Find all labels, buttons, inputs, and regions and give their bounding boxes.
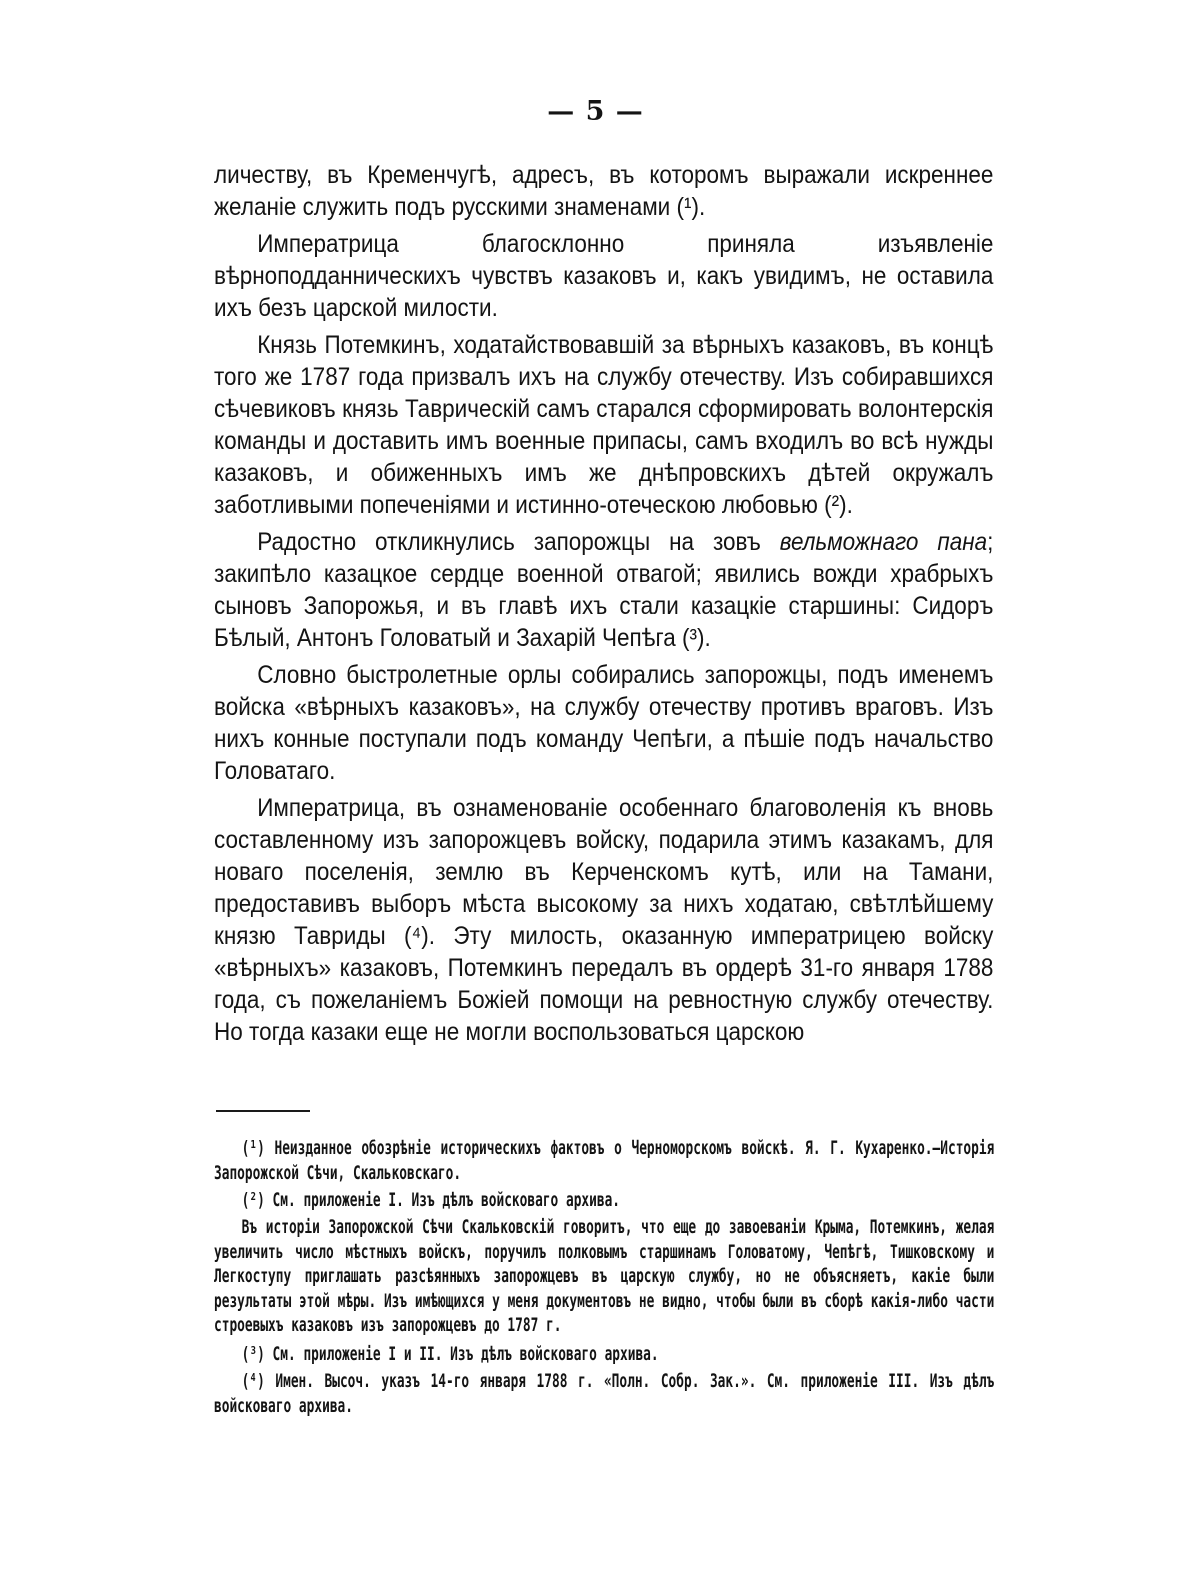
- paragraph-4: [214, 527, 993, 655]
- paragraph-1: [214, 160, 993, 224]
- footnotes: [214, 1136, 995, 1421]
- footnote-2-continuation: Въ исторіи Запорожской Сѣчи Скальковскій говоритъ, что еще до завоеваніи Крыма, Потемкинъ, желая увеличить число мѣстныхъ войскъ, поручилъ полковымъ старшинамъ Головатому, Чепѣгѣ, Тишковскому и Легкоступу приглашать разсѣянныхъ запорожцевъ въ царскую службу, но не объясняетъ, какіе были результаты этой мѣры. Изъ имѣющихся у меня документовъ не видно, чтобы были въ сборѣ какія-либо части строевыхъ казаковъ изъ запорожцевъ до 1787 г.: [214, 1215, 995, 1337]
- paragraph-4-italic: вельможнаго пана: [779, 528, 988, 557]
- footnote-4: (⁴) Имен. Высоч. указъ 14-го января 1788 г. «Полн. Собр. Зак.». См. приложеніе III. Изъ дѣлъ войсковаго архива.: [214, 1370, 995, 1417]
- paragraph-3: [214, 330, 993, 521]
- paragraph-5: Словно быстролетные орлы собирались запорожцы, подъ именемъ войска «вѣрныхъ казаковъ», на службу отечеству противъ враговъ. Изъ нихъ конные поступали подъ команду Чепѣги, а пѣшіе подъ начальство Головатаго.: [214, 661, 994, 785]
- paragraph-6-text-b: Эту милость, оказанную императрицею войску «вѣрныхъ» казаковъ, Потемкинъ передалъ въ ордерѣ 31-го января 1788 года, съ пожеланіемъ Божіей помощи на ревностную службу отечеству. Но тогда казаки еще не могли воспользоваться царскою: [214, 921, 994, 1046]
- footnote-ref-4: (⁴).: [404, 921, 435, 950]
- footnote-2: (²) См. приложеніе I. Изъ дѣлъ войсковаго архива.: [241, 1188, 621, 1211]
- paragraph-6-text-a: Императрица, въ ознаменованіе особеннаго благоволенія къ вновь составленному изъ запорожцевъ войску, подарила этимъ казакамъ, для новаго поселенія, землю въ Керченскомъ кутѣ, или на Тамани, предоставивъ выборъ мѣста высокому за нихъ ходатаю, свѣтлѣйшему князю Тавриды: [214, 794, 994, 950]
- paragraph-4-text-b: ; закипѣло казацкое сердце военной отвагой; явились вожди храбрыхъ сыновъ Запорожья, и въ главѣ ихъ стали казацкіе старшины: Сидоръ Бѣлый, Антонъ Головатый и Захарій Чепѣга: [214, 528, 994, 652]
- main-text: [214, 160, 994, 1048]
- footnote-separator: [216, 1110, 310, 1112]
- paragraph-3-text: Князь Потемкинъ, ходатайствовавшій за вѣрныхъ казаковъ, въ концѣ того же 1787 года призвалъ ихъ на службу отечеству. Изъ собиравшихся сѣчевиковъ князь Таврическій самъ старался сформировать волонтерскія команды и доставить имъ военные припасы, самъ входилъ во всѣ нужды казаковъ, и обиженныхъ имъ же днѣпровскихъ дѣтей окружалъ заботливыми попеченіями и истинно-отеческою любовью: [214, 331, 994, 519]
- paragraph-4-text-a: Радостно откликнулись запорожцы на зовъ: [257, 528, 761, 557]
- paragraph-2: Императрица благосклонно приняла изъявленіе вѣрноподданническихъ чувствъ казаковъ и, какъ увидимъ, не оставила ихъ безъ царской милости.: [214, 230, 994, 323]
- footnote-ref-3: (³).: [682, 623, 711, 652]
- footnote-ref-2: (²).: [824, 490, 853, 519]
- paragraph-6: [214, 793, 993, 1048]
- footnote-3: (³) См. приложеніе I и II. Изъ дѣлъ войсковаго архива.: [241, 1342, 659, 1365]
- footnote-1: (¹) Неизданное обозрѣніе историческихъ фактовъ о Черноморскомъ войскѣ. Я. Г. Кухаренко.—Исторія Запорожской Сѣчи, Скальковскаго.: [214, 1137, 995, 1184]
- paragraph-1-text: личеству, въ Кременчугѣ, адресъ, въ которомъ выражали искреннее желаніе служить подъ русскими знаменами: [214, 161, 994, 221]
- footnote-ref-1: (¹).: [676, 192, 706, 221]
- page-number: — 5 —: [547, 96, 644, 127]
